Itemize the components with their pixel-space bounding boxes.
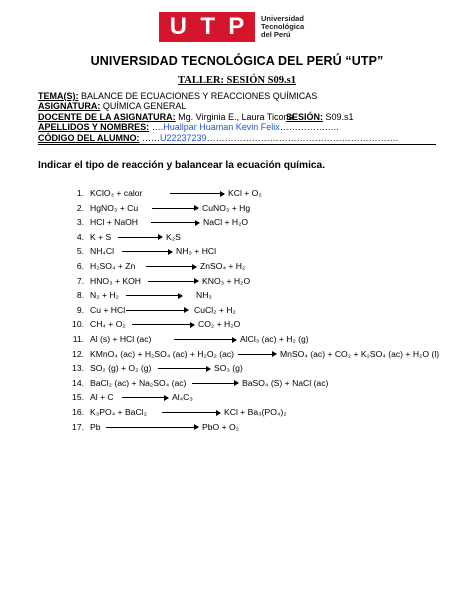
equation-reactants: Al + C (90, 392, 114, 403)
reaction-arrow (146, 266, 196, 267)
equation-number: 16. (72, 407, 84, 417)
equation-number: 17. (72, 421, 84, 432)
tema-row (38, 91, 438, 101)
equation-item (62, 348, 440, 360)
reaction-arrow (170, 193, 224, 194)
asignatura-row (38, 101, 438, 111)
equation-number: 14. (72, 377, 84, 388)
equation-number: 13. (72, 363, 84, 374)
apellidos-row (38, 122, 438, 132)
sesion-field (286, 112, 354, 122)
equation-reactants: HNO₃ + KOH (90, 275, 142, 286)
equation-products: MnSO₄ (ac) + CO₂ + K₂SO₄ (ac) + H₂O (l) (280, 348, 440, 359)
reaction-arrow (122, 397, 168, 398)
docente-label: DOCENTE DE LA ASIGNATURA: (38, 111, 176, 122)
equation-products: BaSO₄ (S) + NaCl (ac) (242, 377, 329, 388)
equation-number: 6. (76, 261, 84, 271)
equation-products: PbO + O₂ (202, 421, 240, 432)
apellidos-label: APELLIDOS Y NOMBRES: (38, 122, 150, 133)
logo-line: Universidad (261, 14, 304, 23)
equation-reactants: Pb (90, 421, 101, 432)
logo-letter: U (169, 13, 187, 40)
equation-number: 4. (76, 231, 84, 242)
reaction-arrow (122, 251, 172, 252)
equation-item (62, 275, 251, 287)
equation-item (62, 362, 243, 374)
student-info (38, 91, 438, 143)
equation-item (62, 260, 246, 272)
equation-products: CuNO₃ + Hg (202, 202, 251, 213)
equation-item (62, 406, 287, 418)
equation-products: KNO₃ + H₂O (202, 275, 251, 286)
university-title: UNIVERSIDAD TECNOLÓGICA DEL PERÚ “UTP” (90, 54, 384, 68)
equation-products: K₂S (166, 231, 181, 242)
equation-number: 2. (76, 202, 84, 213)
taller-title: TALLER: SESIÓN S09.s1 (178, 75, 296, 86)
reaction-arrow (238, 354, 276, 355)
tema-label: TEMA(S): (38, 91, 79, 101)
equation-item (62, 318, 241, 330)
reaction-arrow (118, 237, 162, 238)
reaction-arrow (162, 412, 220, 413)
equation-products: AlCl₃ (ac) + H₂ (g) (240, 334, 309, 344)
equation-reactants: HCl + NaOH (90, 217, 138, 228)
equation-reactants: BaCl₂ (ac) + Na₂SO₄ (ac) (90, 377, 187, 388)
equation-item (62, 333, 309, 345)
reaction-arrow (126, 310, 188, 311)
equation-products: SO₃ (g) (214, 363, 243, 374)
reaction-arrow (192, 383, 238, 384)
equation-number: 11. (72, 334, 84, 344)
equation-number: 1. (76, 188, 84, 198)
equation-reactants: K + S (90, 231, 112, 242)
logo-letter: P (228, 13, 245, 40)
reaction-arrow (151, 222, 199, 223)
equation-reactants: KMnO₄ (ac) + H₂SO₄ (ac) + H₂O₂ (ac) (90, 348, 235, 359)
equation-item (62, 377, 329, 389)
equation-number: 9. (76, 304, 84, 315)
equation-item (62, 231, 181, 243)
equation-item (62, 187, 262, 199)
equation-number: 10. (72, 319, 84, 330)
equation-products: NH₃ (196, 290, 212, 301)
equation-reactants: Al (s) + HCl (ac) (90, 334, 152, 344)
equation-products: NaCl + H₂O (203, 217, 249, 228)
equation-reactants: N₂ + H₂ (90, 290, 119, 301)
logo-line: del Perú (261, 30, 291, 39)
equation-reactants: NH₄Cl (90, 246, 115, 257)
codigo-label: CÓDIGO DEL ALUMNO: (38, 132, 140, 143)
exercise-heading: Indicar el tipo de reacción y balancear la ecuación química. (38, 160, 326, 171)
apellidos-tail: ……………….. (279, 122, 339, 133)
equation-products: CO₂ + H₂O (198, 319, 241, 330)
equation-number: 7. (76, 275, 84, 286)
logo-letter: T (200, 13, 215, 40)
equation-item (62, 304, 236, 316)
utp-logo (159, 10, 313, 44)
equation-reactants: KClO₃ + calor (90, 188, 143, 198)
utp-logo-box (159, 12, 255, 42)
equation-products: NH₃ + HCl (176, 246, 217, 257)
docente-row (38, 112, 438, 122)
apellidos-dots: …. (149, 122, 164, 133)
logo-wordmark (261, 15, 304, 39)
equation-reactants: K₃PO₄ + BaCl₂ (90, 407, 147, 417)
equation-number: 3. (76, 217, 84, 228)
equation-reactants: Cu + HCl (90, 304, 126, 315)
equation-item (62, 202, 251, 214)
equation-item (62, 391, 193, 403)
equation-number: 15. (72, 392, 84, 403)
sesion-label: SESIÓN: (286, 111, 324, 122)
asignatura-label: ASIGNATURA: (38, 101, 101, 112)
asignatura-value: QUÍMICA GENERAL (100, 101, 187, 112)
reaction-arrow (158, 368, 210, 369)
reaction-arrow (132, 324, 194, 325)
equation-products: CuCl₂ + H₂ (194, 304, 236, 315)
apellidos-value: Huallpar Huaman Kevin Felix (163, 122, 280, 133)
docente-value: Mg. Virginia E., Laura Ticona (175, 111, 294, 122)
reaction-arrow (152, 208, 198, 209)
equation-products: KCl + O₂ (228, 188, 262, 198)
equation-item (62, 421, 240, 433)
equation-reactants: H₂SO₄ + Zn (90, 261, 136, 271)
logo-line: Tecnológica (261, 22, 305, 31)
codigo-dots: …… (139, 132, 161, 143)
equation-products: KCl + Ba₃(PO₄)₂ (224, 407, 287, 417)
codigo-value: U22237239 (160, 132, 207, 143)
header-divider (38, 144, 436, 145)
equation-reactants: SO₂ (g) + O₂ (g) (90, 363, 152, 374)
reaction-arrow (126, 295, 182, 296)
equation-reactants: CH₄ + O₂ (90, 319, 126, 330)
codigo-row (38, 133, 438, 143)
sesion-value: S09.s1 (323, 111, 354, 122)
equation-item (62, 289, 212, 301)
equation-reactants: HgNO₃ + Cu (90, 202, 139, 213)
reaction-arrow (174, 339, 236, 340)
equation-item (62, 245, 217, 257)
equation-products: ZnSO₄ + H₂ (200, 261, 246, 271)
tema-value: BALANCE DE ECUACIONES Y REACCIONES QUÍMICAS (78, 91, 318, 101)
reaction-arrow (106, 427, 198, 428)
reaction-arrow (148, 281, 198, 282)
equation-number: 5. (76, 246, 84, 257)
equation-item (62, 216, 249, 228)
codigo-tail: ………………………………………………………. (206, 132, 399, 143)
equation-number: 12. (72, 348, 84, 359)
equation-number: 8. (76, 290, 84, 301)
equation-products: Al₄C₃ (172, 392, 193, 403)
